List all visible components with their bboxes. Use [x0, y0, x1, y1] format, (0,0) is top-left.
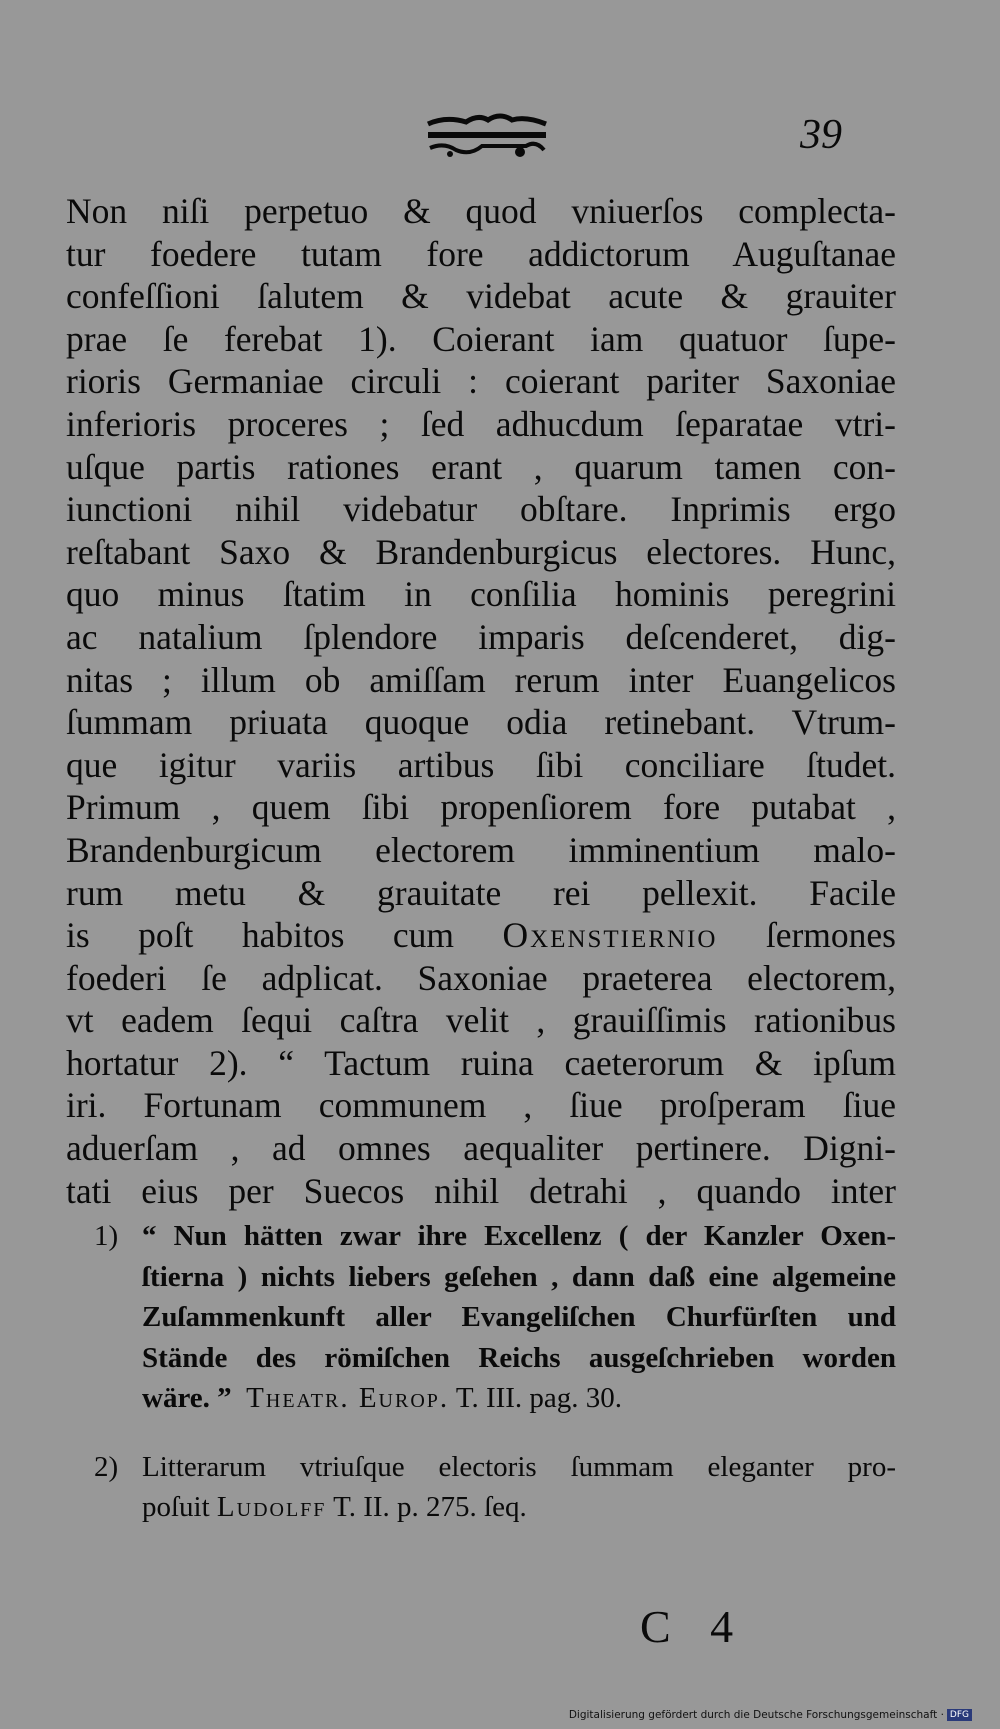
text-line: vt eadem ſequi caſtra velit , grauiſſimis rationibus	[66, 1000, 896, 1041]
text-line: iunctioni nihil videbatur obſtare. Inprimis ergo	[66, 489, 896, 530]
footnote	[66, 1216, 896, 1419]
text-line: inferioris proceres ; ſed adhucdum ſeparatae vtri-	[66, 403, 896, 444]
credit-text: Digitalisierung gefördert durch die Deutsche Forschungsgemeinschaft ·	[568, 1709, 944, 1721]
text-line: rum metu & grauitate rei pellexit. Facile	[66, 872, 896, 913]
footnotes	[66, 1216, 896, 1556]
footnote-source: Theatr. Europ.	[246, 1382, 450, 1414]
text-line: Brandenburgicum electorem imminentium malo-	[66, 829, 896, 870]
text-line: uſque partis rationes erant , quarum tamen con-	[66, 446, 896, 487]
text-line: rioris Germaniae circuli : coierant pariter Saxoniae	[66, 361, 896, 402]
main-text	[66, 190, 896, 1212]
digitization-credit	[569, 1709, 972, 1721]
footnote-line: Zuſammenkunft aller Evangeliſchen Churfürſten und	[142, 1301, 896, 1333]
text-line: tur foedere tutam fore addictorum Auguſtanae	[66, 233, 896, 274]
text-line: quo minus ſtatim in conſilia hominis peregrini	[66, 574, 896, 615]
text-line: tati eius per Suecos nihil detrahi , quando inter	[66, 1170, 896, 1211]
footnote-reference: T. III. pag. 30.	[449, 1382, 623, 1414]
text-line: ſummam priuata quoque odia retinebant. Vtrum-	[66, 702, 896, 743]
footnote-mark: 2)	[94, 1450, 119, 1483]
dfg-logo-icon: DFG	[947, 1709, 972, 1721]
footnote-source: Ludolff	[216, 1491, 327, 1523]
footnote-line: Litterarum vtriuſque electoris ſummam eleganter pro-	[142, 1450, 896, 1483]
text-line: iri. Fortunam communem , ſiue proſperam ſiue	[66, 1085, 896, 1126]
person-name: Oxenstiernio	[502, 915, 718, 956]
text-line: aduerſam , ad omnes aequaliter pertinere. Digni-	[66, 1128, 896, 1169]
footnote-reference: T. II. p. 275. ſeq.	[326, 1491, 527, 1523]
text-line: reſtabant Saxo & Brandenburgicus electores. Hunc,	[66, 531, 896, 572]
footnote-text: poſuit	[142, 1491, 210, 1523]
footnote-mark: 1)	[94, 1220, 119, 1252]
text-line: hortatur 2). “ Tactum ruina caeterorum & ipſum	[66, 1042, 896, 1083]
footnote-line	[142, 1487, 896, 1528]
printer-ornament-icon	[426, 112, 548, 160]
text-line: que igitur variis artibus ſibi conciliare ſtudet.	[66, 744, 896, 785]
text-line: Non niſi perpetuo & quod vniuerſos complecta-	[66, 191, 896, 231]
footnote-line: “ Nun hätten zwar ihre Excellenz ( der Kanzler Oxen-	[142, 1220, 896, 1252]
page-number: 39	[800, 112, 842, 158]
footnote	[66, 1447, 896, 1528]
footnote-quote-end: wäre. ”	[142, 1382, 232, 1414]
footnote-line: Stände des römiſchen Reichs ausgeſchrieben worden	[142, 1341, 896, 1374]
footnote-line	[142, 1378, 896, 1419]
text-line: foederi ſe adplicat. Saxoniae praeterea electorem,	[66, 957, 896, 998]
footnote-line: ſtierna ) nichts liebers geſehen , dann daß eine algemeine	[142, 1260, 896, 1293]
line-text-before: is poſt habitos cum	[66, 915, 503, 956]
text-line: ac natalium ſplendore imparis deſcenderet, dig-	[66, 616, 896, 657]
text-line: confeſſioni ſalutem & videbat acute & grauiter	[66, 276, 896, 317]
signature-mark: C 4	[640, 1601, 748, 1652]
text-line: prae ſe ferebat 1). Coierant iam quatuor ſupe-	[66, 318, 896, 359]
text-line: Primum , quem ſibi propenſiorem fore putabat ,	[66, 787, 896, 828]
text-line: nitas ; illum ob amiſſam rerum inter Euangelicos	[66, 659, 896, 700]
text-line-with-name	[66, 914, 896, 957]
line-text-after: ſermones	[717, 915, 896, 956]
